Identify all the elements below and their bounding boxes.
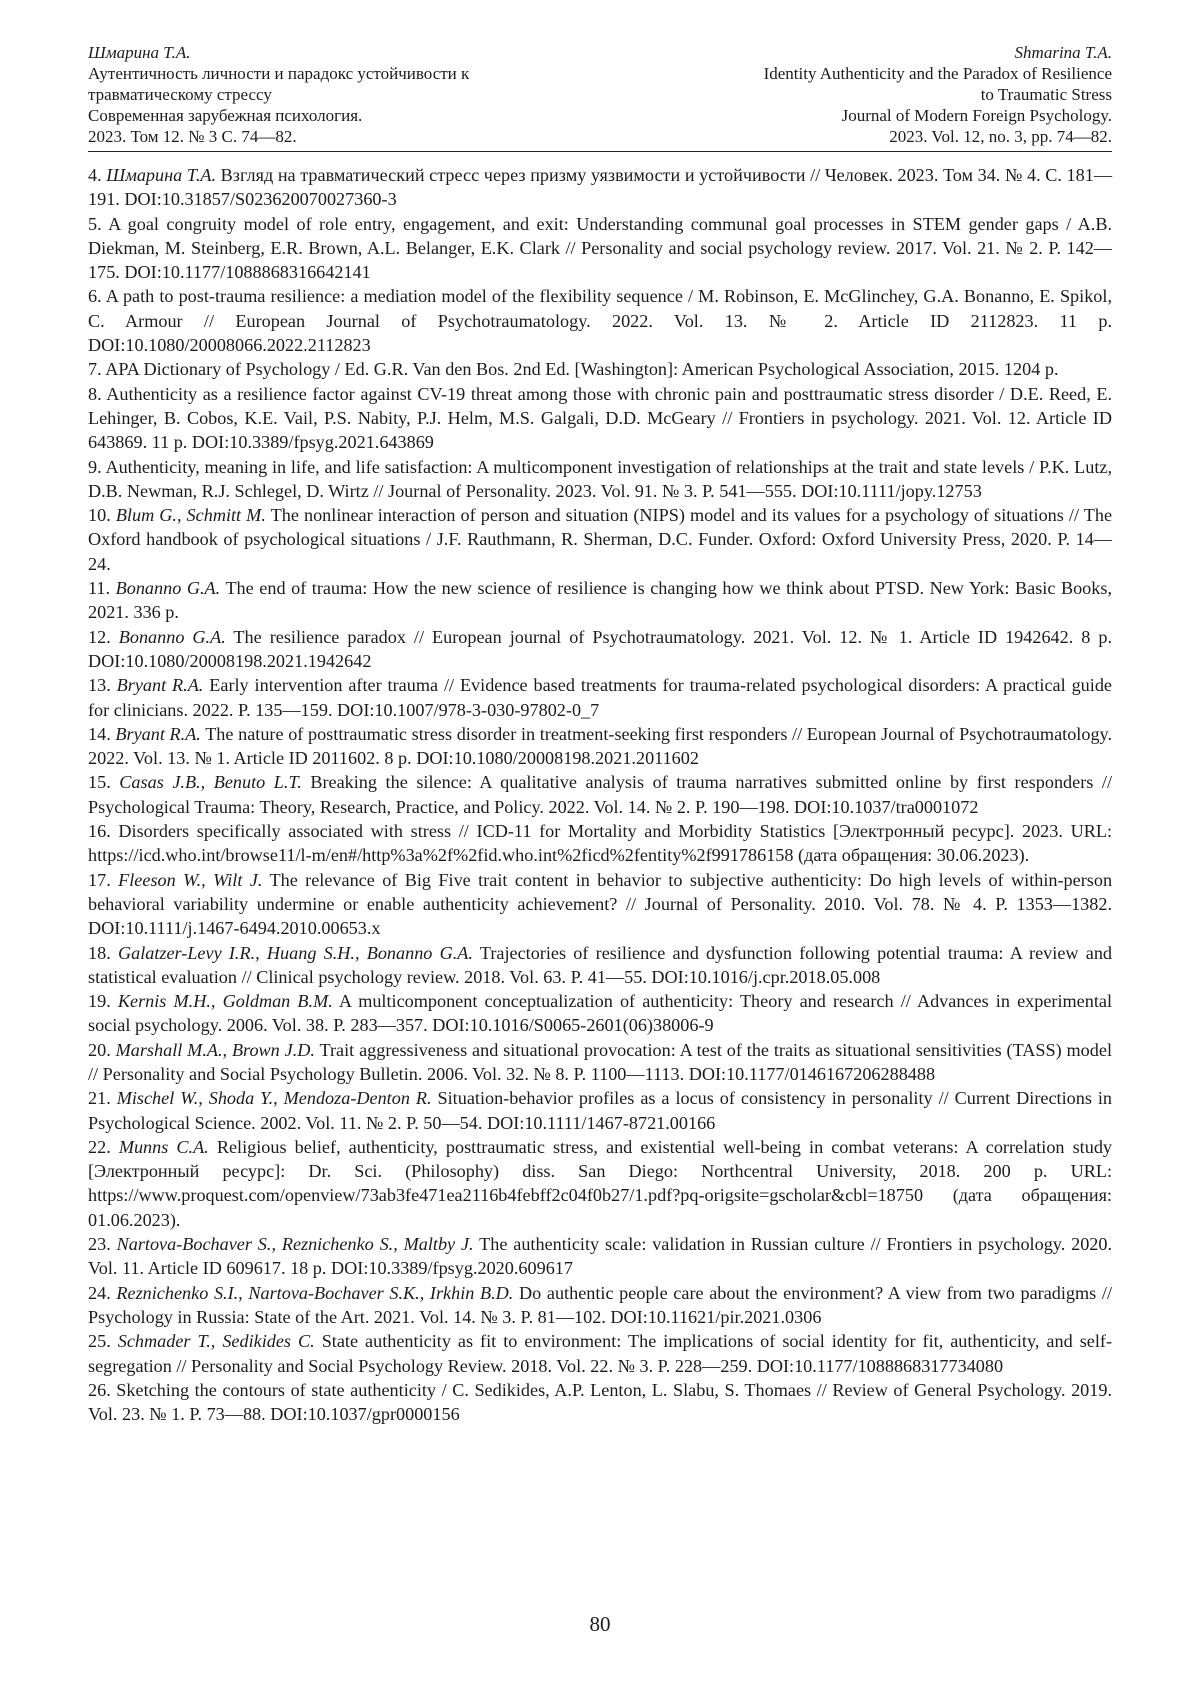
reference-item [88, 819, 1112, 868]
reference-item [88, 673, 1112, 722]
header-left [88, 42, 608, 147]
reference-number: 14. [88, 723, 111, 744]
reference-item [88, 284, 1112, 357]
header-author-ru: Шмарина Т.А. [88, 43, 191, 62]
reference-text: State authenticity as fit to environment: The implications of social identity for fit, authenticity, and self-segregation // Personality and Social Psychology Review. 2018. Vol. 22. № 3. P. 228—259. DOI:10.1177/1088868317734080 [88, 1331, 1113, 1376]
reference-text: A goal congruity model of role entry, engagement, and exit: Understanding communal goal processes in STEM gender gaps / A.B. Diekman, M. Steinberg, E.R. Brown, A.L. Belanger, E.K. Clark // Personality and social psychology review. 2017. Vol. 21. № 2. P. 142—175. DOI:10.1177/1088868316642141 [88, 213, 1113, 283]
page-number: 80 [589, 1612, 611, 1636]
reference-item [88, 1329, 1112, 1378]
reference-text: Disorders specifically associated with stress // ICD-11 for Mortality and Morbidity Statistics [Электронный ресурс]. 2023. URL: https://icd.who.int/browse11/l-m/en#/http%3a%2f%2fid.who.int%2ficd%2fentity%2f991786158 (дата обращения: 30.06.2023). [88, 821, 1113, 866]
reference-number: 17. [88, 869, 111, 890]
reference-authors: Blum G., Schmitt M. [115, 505, 266, 526]
reference-authors: Nartova-Bochaver S., Reznichenko S., Maltby J. [116, 1234, 474, 1255]
header-title-ru-line2: травматическому стрессу [88, 85, 272, 104]
reference-list [88, 163, 1112, 1426]
reference-text: A multicomponent conceptualization of authenticity: Theory and research // Advances in experimental social psychology. 2006. Vol. 38. P. 283—357. DOI:10.1016/S0065-2601(06)38006-9 [88, 991, 1113, 1036]
reference-authors: Munns C.A. [118, 1136, 209, 1157]
reference-text: Взгляд на травматический стресс через призму уязвимости и устойчивости // Человек. 2023. Том 34. № 4. С. 181—191. DOI:10.31857/S023620070027360-3 [88, 165, 1113, 210]
reference-text: Early intervention after trauma // Evidence based treatments for trauma-related psychological disorders: A practical guide for clinicians. 2022. P. 135—159. DOI:10.1007/978-3-030-97802-0_7 [88, 675, 1112, 720]
reference-item [88, 941, 1112, 990]
reference-item [88, 357, 1112, 381]
reference-item [88, 1086, 1112, 1135]
reference-number: 20. [88, 1039, 111, 1060]
reference-text: The authenticity scale: validation in Russian culture // Frontiers in psychology. 2020. Vol. 11. Article ID 609617. 18 p. DOI:10.3389/fpsyg.2020.609617 [88, 1234, 1113, 1279]
reference-text: Sketching the contours of state authenticity / C. Sedikides, A.P. Lenton, L. Slabu, S. Thomaes // Review of General Psychology. 2019. Vol. 23. № 1. P. 73—88. DOI:10.1037/gpr0000156 [88, 1379, 1112, 1425]
reference-authors: Bonanno G.A. [118, 626, 226, 647]
reference-authors: Fleeson W., Wilt J. [118, 869, 263, 890]
reference-authors: Bryant R.A. [115, 723, 201, 744]
header-right [592, 42, 1112, 147]
reference-item [88, 382, 1112, 455]
reference-number: 13. [88, 675, 111, 696]
reference-authors: Reznichenko S.I., Nartova-Bochaver S.K., Irkhin B.D. [116, 1282, 514, 1303]
reference-item [88, 1378, 1112, 1427]
reference-authors: Casas J.B., Benuto L.T. [119, 772, 302, 793]
reference-number: 10. [88, 505, 111, 526]
reference-number: 9. [88, 456, 102, 477]
reference-number: 23. [88, 1234, 111, 1255]
reference-item [88, 1135, 1112, 1232]
reference-authors: Galatzer-Levy I.R., Huang S.H., Bonanno G.A. [117, 942, 473, 963]
reference-text: The end of trauma: How the new science of resilience is changing how we think about PTSD. New York: Basic Books, 2021. 336 p. [88, 578, 1112, 623]
reference-text: Breaking the silence: A qualitative analysis of trauma narratives submitted online by first responders // Psychological Trauma: Theory, Research, Practice, and Policy. 2022. Vol. 14. № 2. P. 190—198. DOI:10.1037/tra0001072 [88, 772, 1113, 817]
reference-text: A path to post-trauma resilience: a mediation model of the flexibility sequence / M. Robinson, E. McGlinchey, G.A. Bonanno, E. Spikol, C. Armour // European Journal of Psychotraumatology. 2022. Vol. 13. № 2. Article ID 2112823. 11 p. DOI:10.1080/20008066.2022.2112823 [88, 286, 1112, 356]
reference-text: The nonlinear interaction of person and situation (NIPS) model and its values for a psychology of situations // The Oxford handbook of psychological situations / J.F. Rauthmann, R. Sherman, D.C. Funder. Oxford: Oxford University Press, 2020. P. 14—24. [88, 505, 1113, 574]
reference-number: 4. [88, 165, 102, 185]
reference-authors: Kernis M.H., Goldman B.M. [117, 991, 333, 1012]
reference-text: Situation-behavior profiles as a locus of consistency in personality // Current Directions in Psychological Science. 2002. Vol. 11. № 2. P. 50—54. DOI:10.1111/1467-8721.00166 [88, 1088, 1113, 1133]
reference-number: 25. [88, 1331, 111, 1352]
reference-item [88, 455, 1112, 504]
reference-item [88, 1038, 1112, 1087]
reference-text: Trajectories of resilience and dysfunction following potential trauma: A review and statistical evaluation // Clinical psychology review. 2018. Vol. 63. P. 41—55. DOI:10.1016/j.cpr.2018.05.008 [88, 942, 1113, 987]
reference-number: 22. [88, 1136, 111, 1157]
reference-number: 21. [88, 1088, 111, 1109]
reference-authors: Bonanno G.A. [115, 578, 221, 599]
reference-item [88, 989, 1112, 1038]
running-header [88, 42, 1112, 150]
reference-item [88, 163, 1112, 212]
header-issue-ru: 2023. Том 12. № 3 С. 74—82. [88, 127, 297, 146]
reference-authors: Bryant R.A. [116, 675, 204, 696]
reference-authors: Шмарина Т.А. [106, 165, 217, 185]
header-author-en: Shmarina T.A. [1014, 43, 1112, 62]
header-journal-en: Journal of Modern Foreign Psychology. [841, 106, 1112, 125]
header-title-en-line1: Identity Authenticity and the Paradox of Resilience [763, 64, 1112, 83]
reference-text: The resilience paradox // European journal of Psychotraumatology. 2021. Vol. 12. № 1. Article ID 1942642. 8 p. DOI:10.1080/20008198.2021.1942642 [88, 626, 1113, 671]
reference-item [88, 503, 1112, 576]
reference-number: 11. [88, 578, 111, 599]
reference-number: 8. [88, 383, 102, 404]
reference-item [88, 212, 1112, 285]
reference-number: 6. [88, 286, 102, 307]
reference-text: Authenticity as a resilience factor against CV-19 threat among those with chronic pain and posttraumatic stress disorder / D.E. Reed, E. Lehinger, B. Cobos, K.E. Vail, P.S. Nabity, P.J. Helm, M.S. Galgali, D.D. McGeary // Frontiers in psychology. 2021. Vol. 12. Article ID 643869. 11 p. DOI:10.3389/fpsyg.2021.643869 [88, 383, 1112, 453]
reference-authors: Schmader T., Sedikides C. [117, 1331, 315, 1352]
header-title-en-line2: to Traumatic Stress [980, 85, 1112, 104]
reference-text: Do authentic people care about the environment? A view from two paradigms // Psychology in Russia: State of the Art. 2021. Vol. 14. № 3. P. 81—102. DOI:10.11621/pir.2021.0306 [88, 1282, 1113, 1327]
reference-number: 18. [88, 942, 111, 963]
reference-text: Religious belief, authenticity, posttraumatic stress, and existential well-being in combat veterans: A correlation study [Электронный ресурс]: Dr. Sci. (Philosophy) diss. San Diego: Northcentral University, 2018. 200 p. URL: https://www.proquest.com/openview/73ab3fe471ea2116b4febff2c04f0b27/1.pdf?pq-origsite=gscholar&cbl=18750 (дата обращения: 01.06.2023). [88, 1136, 1113, 1230]
header-issue-en: 2023. Vol. 12, no. 3, pp. 74—82. [889, 127, 1112, 146]
header-journal-ru: Современная зарубежная психология. [88, 106, 363, 125]
reference-text: Trait aggressiveness and situational provocation: A test of the traits as situational sensitivities (TASS) model // Personality and Social Psychology Bulletin. 2006. Vol. 32. № 8. P. 1100—1113. DOI:10.1177/0146167206288488 [88, 1039, 1112, 1084]
reference-authors: Mischel W., Shoda Y., Mendoza-Denton R. [116, 1088, 432, 1109]
reference-item [88, 868, 1112, 941]
reference-authors: Marshall M.A., Brown J.D. [115, 1039, 315, 1060]
reference-number: 5. [88, 213, 102, 234]
reference-number: 24. [88, 1282, 111, 1303]
reference-text: APA Dictionary of Psychology / Ed. G.R. Van den Bos. 2nd Ed. [Washington]: American Psychological Association, 2015. 1204 p. [105, 359, 1059, 380]
reference-item [88, 770, 1112, 819]
reference-text: The nature of posttraumatic stress disorder in treatment-seeking first responders // European Journal of Psychotraumatology. 2022. Vol. 13. № 1. Article ID 2011602. 8 p. DOI:10.1080/20008198.2021.2011602 [88, 723, 1112, 769]
reference-text: The relevance of Big Five trait content in behavior to subjective authenticity: Do high levels of within-person behavioral variability undermine or enable authenticity achievement? // Journal of Personality. 2010. Vol. 78. № 4. P. 1353—1382. DOI:10.1111/j.1467-6494.2010.00653.x [88, 869, 1113, 939]
reference-item [88, 1232, 1112, 1281]
reference-number: 26. [88, 1379, 111, 1400]
header-divider [88, 151, 1112, 152]
reference-number: 16. [88, 821, 111, 842]
reference-item [88, 576, 1112, 625]
reference-text: Authenticity, meaning in life, and life satisfaction: A multicomponent investigation of relationships at the trait and state levels / P.K. Lutz, D.B. Newman, R.J. Schlegel, D. Wirtz // Journal of Personality. 2023. Vol. 91. № 3. P. 541—555. DOI:10.1111/jopy.12753 [88, 456, 1113, 501]
reference-number: 15. [88, 772, 111, 793]
reference-item [88, 625, 1112, 674]
reference-number: 7. [88, 359, 102, 380]
reference-item [88, 1281, 1112, 1330]
reference-number: 12. [88, 626, 111, 647]
reference-number: 19. [88, 991, 111, 1012]
reference-item [88, 722, 1112, 771]
header-title-ru-line1: Аутентичность личности и парадокс устойчивости к [88, 64, 470, 83]
